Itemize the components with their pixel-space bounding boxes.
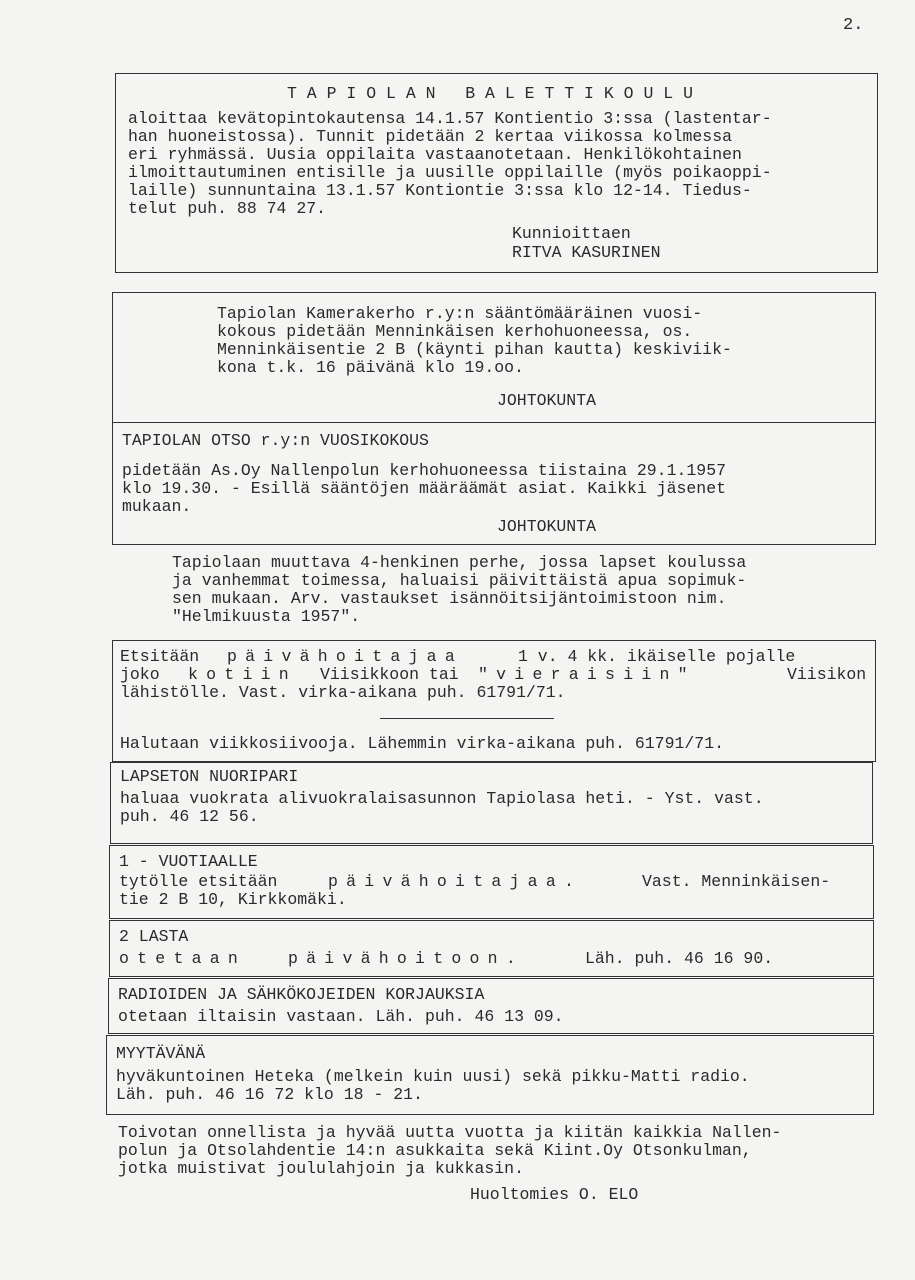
kiitos-line-3: jotka muistivat joululahjoin ja kukkasin. bbox=[118, 1159, 524, 1178]
kiitos-line-2: polun ja Otsolahdentie 14:n asukkaita sekä Kiint.Oy Otsonkulman, bbox=[118, 1141, 752, 1160]
balettikoulu-line-2: han huoneistossa). Tunnit pidetään 2 kertaa viikossa kolmessa bbox=[128, 127, 732, 146]
nuoripari-line-1: haluaa vuokrata alivuokralaisasunnon Tapiolasa heti. - Yst. vast. bbox=[120, 789, 764, 808]
balettikoulu-signature: RITVA KASURINEN bbox=[512, 243, 661, 262]
vuotiaalle-line-1c: Vast. Menninkäisen- bbox=[642, 872, 831, 891]
paivahoitaja-line-1b: päivähoitajaa bbox=[227, 647, 463, 666]
kiitos-signature: Huoltomies O. ELO bbox=[470, 1185, 639, 1204]
kamerakerho-line-3: Menninkäisentie 2 B (käynti pihan kautta) keskiviik- bbox=[217, 340, 732, 359]
paivahoitaja-line-3: lähistölle. Vast. virka-aikana puh. 61791/71. bbox=[120, 683, 566, 702]
balettikoulu-title: T A P I O L A N B A L E T T I K O U L U bbox=[287, 84, 693, 103]
perhe-line-2: ja vanhemmat toimessa, haluaisi päivittäistä apua sopimuk- bbox=[172, 571, 747, 590]
paivahoitaja-line-1c: 1 v. 4 kk. ikäiselle pojalle bbox=[518, 647, 796, 666]
paivahoitaja-line-2e: Viisikon bbox=[787, 665, 867, 684]
section-divider bbox=[380, 718, 554, 719]
kaksi-lasta-line-1c: Läh. puh. 46 16 90. bbox=[585, 949, 774, 968]
myytavana-line-1: hyväkuntoinen Heteka (melkein kuin uusi) sekä pikku-Matti radio. bbox=[116, 1067, 750, 1086]
kiitos-line-1: Toivotan onnellista ja hyvää uutta vuotta ja kiitän kaikkia Nallen- bbox=[118, 1123, 782, 1142]
siivooja-text: Halutaan viikkosiivooja. Lähemmin virka-aikana puh. 61791/71. bbox=[120, 734, 724, 753]
otso-line-3: mukaan. bbox=[122, 497, 192, 516]
vuotiaalle-line-1b: päivähoitajaa. bbox=[328, 872, 583, 891]
paivahoitaja-line-1a: Etsitään bbox=[120, 647, 200, 666]
otso-line-2: klo 19.30. - Esillä sääntöjen määräämät asiat. Kaikki jäsenet bbox=[122, 479, 726, 498]
vuotiaalle-heading: 1 - VUOTIAALLE bbox=[119, 852, 258, 871]
balettikoulu-line-6: telut puh. 88 74 27. bbox=[128, 199, 327, 218]
korjaus-text: otetaan iltaisin vastaan. Läh. puh. 46 13 09. bbox=[118, 1007, 564, 1026]
myytavana-line-2: Läh. puh. 46 16 72 klo 18 - 21. bbox=[116, 1085, 423, 1104]
nuoripari-heading: LAPSETON NUORIPARI bbox=[120, 767, 299, 786]
nuoripari-line-2: puh. 46 12 56. bbox=[120, 807, 259, 826]
paivahoitaja-line-2b: kotiin bbox=[188, 665, 297, 684]
kamerakerho-line-1: Tapiolan Kamerakerho r.y:n sääntömääräinen vuosi- bbox=[217, 304, 703, 323]
kamerakerho-line-2: kokous pidetään Menninkäisen kerhohuoneessa, os. bbox=[217, 322, 693, 341]
balettikoulu-line-4: ilmoittautuminen entisille ja uusille oppilaille (myös poikaoppi- bbox=[128, 163, 772, 182]
kamerakerho-signature: JOHTOKUNTA bbox=[497, 391, 597, 410]
kaksi-lasta-heading: 2 LASTA bbox=[119, 927, 189, 946]
perhe-line-4: "Helmikuusta 1957". bbox=[172, 607, 361, 626]
otso-line-1: pidetään As.Oy Nallenpolun kerhohuoneessa tiistaina 29.1.1957 bbox=[122, 461, 726, 480]
kaksi-lasta-line-1a: otetaan bbox=[119, 949, 247, 968]
balettikoulu-line-1: aloittaa kevätopintokautensa 14.1.57 Kontientio 3:ssa (lastentar- bbox=[128, 109, 772, 128]
balettikoulu-line-3: eri ryhmässä. Uusia oppilaita vastaanotetaan. Henkilökohtainen bbox=[128, 145, 742, 164]
perhe-line-3: sen mukaan. Arv. vastaukset isännöitsijäntoimistoon nim. bbox=[172, 589, 727, 608]
myytavana-heading: MYYTÄVÄNÄ bbox=[116, 1044, 206, 1063]
otso-heading: TAPIOLAN OTSO r.y:n VUOSIKOKOUS bbox=[122, 431, 429, 450]
paivahoitaja-line-2c: Viisikkoon tai bbox=[320, 665, 459, 684]
vuotiaalle-line-1a: tytölle etsitään bbox=[119, 872, 278, 891]
balettikoulu-greeting: Kunnioittaen bbox=[512, 224, 631, 243]
kamerakerho-line-4: kona t.k. 16 päivänä klo 19.oo. bbox=[217, 358, 524, 377]
perhe-line-1: Tapiolaan muuttava 4-henkinen perhe, jossa lapset koulussa bbox=[172, 553, 747, 572]
otso-signature: JOHTOKUNTA bbox=[497, 517, 597, 536]
page-number: 2. bbox=[843, 16, 864, 35]
balettikoulu-line-5: laille) sunnuntaina 13.1.57 Kontiontie 3:ssa klo 12-14. Tiedus- bbox=[128, 181, 752, 200]
vuotiaalle-line-2: tie 2 B 10, Kirkkomäki. bbox=[119, 890, 347, 909]
kaksi-lasta-line-1b: päivähoitoon. bbox=[288, 949, 524, 968]
korjaus-heading: RADIOIDEN JA SÄHKÖKOJEIDEN KORJAUKSIA bbox=[118, 985, 485, 1004]
paivahoitaja-line-2d: "vieraisiin" bbox=[478, 665, 696, 684]
paivahoitaja-line-2a: joko bbox=[120, 665, 160, 684]
